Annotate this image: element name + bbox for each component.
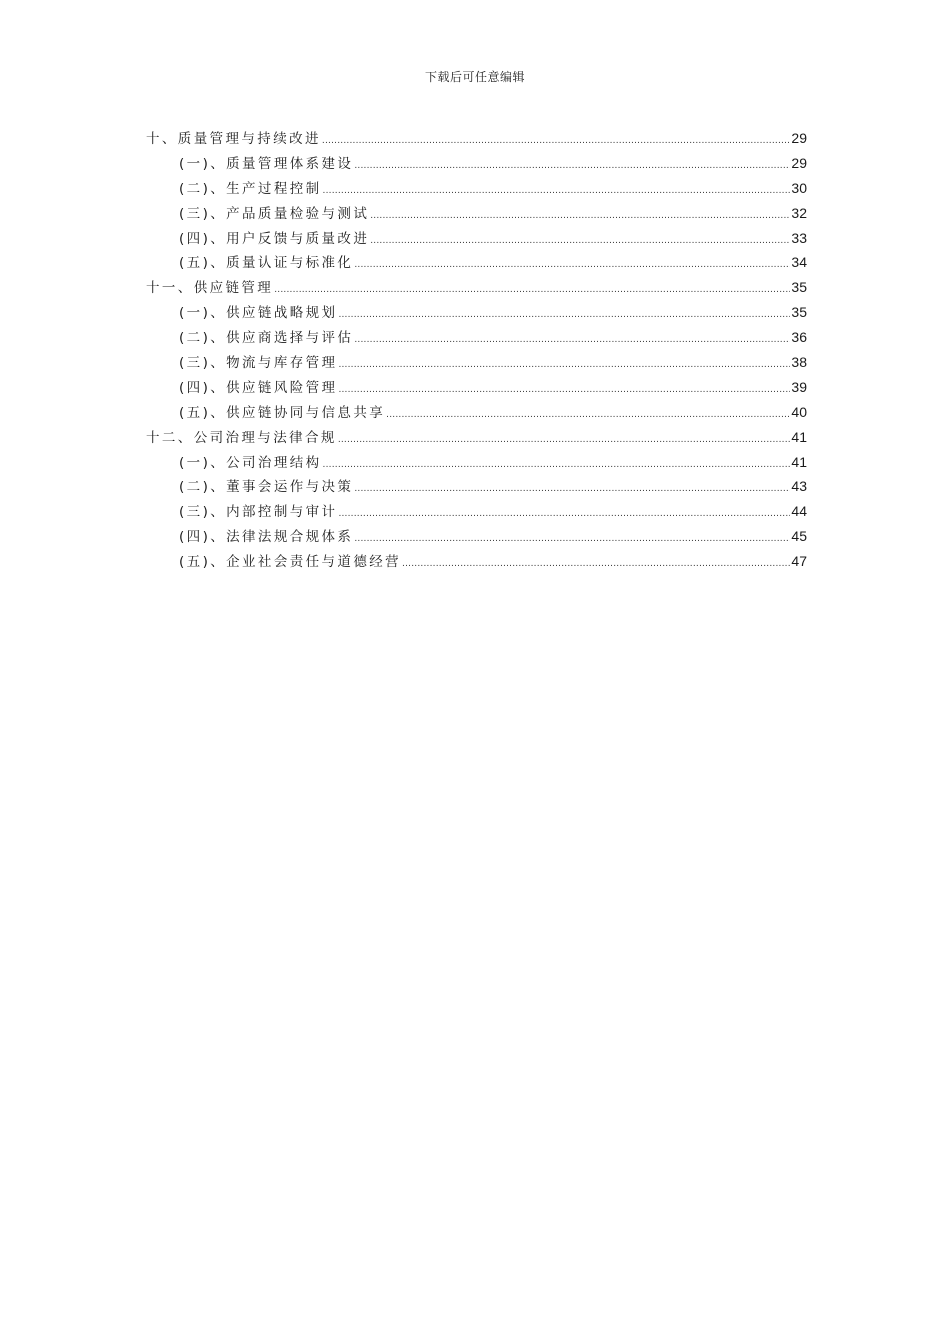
toc-entry-chapter-10[interactable] bbox=[146, 126, 807, 151]
toc-entry-section[interactable] bbox=[146, 350, 807, 375]
toc-dot-leader bbox=[370, 204, 790, 229]
toc-entry-section[interactable] bbox=[146, 499, 807, 524]
toc-dot-leader bbox=[354, 527, 790, 552]
toc-dot-leader bbox=[323, 453, 791, 478]
toc-entry-title: (二)、生产过程控制 bbox=[179, 180, 322, 197]
toc-dot-leader bbox=[338, 502, 790, 527]
toc-entry-title: (三)、产品质量检验与测试 bbox=[179, 205, 370, 222]
toc-page-number: 32 bbox=[791, 204, 807, 221]
toc-page-number: 35 bbox=[791, 279, 807, 296]
toc-entry-section[interactable] bbox=[146, 201, 807, 226]
toc-entry-chapter-12[interactable] bbox=[146, 425, 807, 450]
toc-entry-title: (二)、董事会运作与决策 bbox=[179, 479, 354, 496]
toc-entry-section[interactable] bbox=[146, 226, 807, 251]
toc-entry-title: 十二、公司治理与法律合规 bbox=[146, 429, 337, 446]
toc-entry-title: (四)、用户反馈与质量改进 bbox=[179, 230, 370, 247]
toc-dot-leader bbox=[322, 129, 791, 154]
toc-dot-leader bbox=[402, 552, 790, 577]
table-of-contents bbox=[146, 126, 807, 574]
page-header: 下载后可任意编辑 bbox=[424, 70, 525, 84]
toc-entry-title: (三)、内部控制与审计 bbox=[179, 504, 338, 521]
toc-entry-title: (二)、供应商选择与评估 bbox=[179, 330, 354, 347]
toc-dot-leader bbox=[338, 428, 791, 453]
toc-entry-title: (四)、法律法规合规体系 bbox=[179, 529, 354, 546]
toc-entry-section[interactable] bbox=[146, 375, 807, 400]
toc-entry-title: 十一、供应链管理 bbox=[146, 280, 274, 297]
toc-page-number: 36 bbox=[791, 329, 807, 346]
toc-entry-section[interactable] bbox=[146, 549, 807, 574]
toc-page-number: 34 bbox=[791, 254, 807, 271]
toc-entry-section[interactable] bbox=[146, 250, 807, 275]
toc-dot-leader bbox=[338, 353, 790, 378]
toc-entry-title: 十、质量管理与持续改进 bbox=[146, 131, 321, 147]
toc-dot-leader bbox=[274, 278, 790, 303]
toc-page-number: 43 bbox=[791, 478, 807, 495]
toc-dot-leader bbox=[370, 229, 790, 254]
toc-entry-section[interactable] bbox=[146, 474, 807, 499]
toc-dot-leader bbox=[323, 179, 791, 204]
toc-page-number: 29 bbox=[791, 130, 807, 146]
toc-page-number: 40 bbox=[791, 403, 807, 420]
toc-entry-title: (五)、供应链协同与信息共享 bbox=[179, 404, 386, 421]
toc-dot-leader bbox=[386, 403, 790, 428]
toc-dot-leader bbox=[354, 154, 790, 179]
toc-dot-leader bbox=[338, 378, 790, 403]
toc-entry-section[interactable] bbox=[146, 176, 807, 201]
toc-dot-leader bbox=[338, 303, 790, 328]
toc-page-number: 30 bbox=[791, 179, 807, 196]
toc-entry-section[interactable] bbox=[146, 325, 807, 350]
toc-entry-title: (一)、公司治理结构 bbox=[179, 454, 322, 471]
toc-page-number: 47 bbox=[791, 553, 807, 570]
toc-entry-title: (五)、质量认证与标准化 bbox=[179, 255, 354, 272]
toc-entry-title: (一)、质量管理体系建设 bbox=[179, 155, 354, 172]
toc-entry-title: (一)、供应链战略规划 bbox=[179, 305, 338, 322]
toc-entry-section[interactable] bbox=[146, 450, 807, 475]
toc-dot-leader bbox=[354, 477, 790, 502]
toc-entry-section[interactable] bbox=[146, 300, 807, 325]
toc-page-number: 33 bbox=[791, 229, 807, 246]
toc-page-number: 29 bbox=[791, 154, 807, 171]
toc-entry-section[interactable] bbox=[146, 400, 807, 425]
toc-entry-section[interactable] bbox=[146, 151, 807, 176]
toc-page-number: 41 bbox=[791, 453, 807, 470]
toc-dot-leader bbox=[354, 328, 790, 353]
toc-page-number: 45 bbox=[791, 528, 807, 545]
toc-entry-title: (五)、企业社会责任与道德经营 bbox=[179, 554, 402, 571]
toc-entry-chapter-11[interactable] bbox=[146, 275, 807, 300]
toc-page-number: 39 bbox=[791, 378, 807, 395]
toc-entry-title: (三)、物流与库存管理 bbox=[179, 355, 338, 372]
toc-entry-title: (四)、供应链风险管理 bbox=[179, 379, 338, 396]
toc-page-number: 41 bbox=[791, 428, 807, 445]
toc-page-number: 35 bbox=[791, 304, 807, 321]
toc-page-number: 38 bbox=[791, 354, 807, 371]
toc-page-number: 44 bbox=[791, 503, 807, 520]
toc-dot-leader bbox=[354, 253, 790, 278]
toc-entry-section[interactable] bbox=[146, 524, 807, 549]
